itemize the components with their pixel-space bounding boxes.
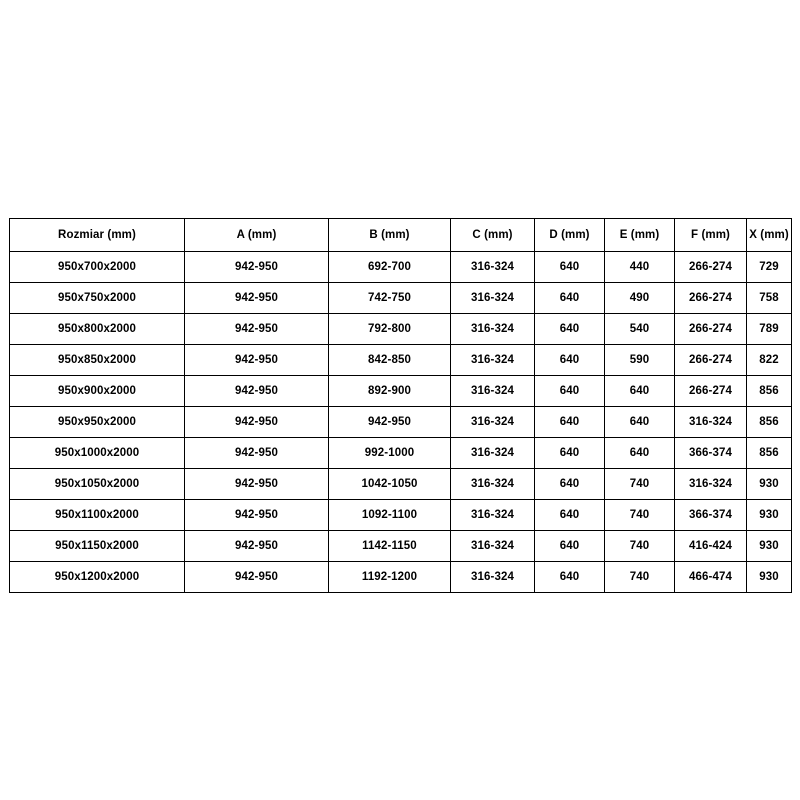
cell-x: 856 [747,407,792,438]
cell-a: 942-950 [185,252,329,283]
cell-x: 822 [747,345,792,376]
cell-b: 692-700 [329,252,451,283]
cell-rozmiar: 950x1050x2000 [10,469,185,500]
table-row [10,345,792,376]
table-row [10,438,792,469]
table-row [10,531,792,562]
cell-rozmiar: 950x750x2000 [10,283,185,314]
table-row [10,407,792,438]
cell-x: 930 [747,500,792,531]
cell-d: 640 [535,469,605,500]
cell-rozmiar: 950x1100x2000 [10,500,185,531]
cell-rozmiar: 950x700x2000 [10,252,185,283]
table-row [10,562,792,593]
column-header-rozmiar: Rozmiar (mm) [10,219,185,252]
cell-x: 930 [747,531,792,562]
cell-x: 930 [747,562,792,593]
cell-c: 316-324 [451,562,535,593]
cell-x: 856 [747,438,792,469]
cell-d: 640 [535,438,605,469]
cell-b: 1142-1150 [329,531,451,562]
cell-a: 942-950 [185,345,329,376]
table-header [10,219,792,252]
table-row [10,469,792,500]
cell-rozmiar: 950x1200x2000 [10,562,185,593]
cell-f: 266-274 [675,314,747,345]
cell-f: 366-374 [675,438,747,469]
cell-e: 740 [605,562,675,593]
cell-f: 316-324 [675,407,747,438]
cell-e: 540 [605,314,675,345]
column-header-b: B (mm) [329,219,451,252]
cell-b: 992-1000 [329,438,451,469]
cell-f: 266-274 [675,283,747,314]
cell-e: 740 [605,469,675,500]
specification-table-container [9,218,791,593]
table-row [10,314,792,345]
cell-d: 640 [535,407,605,438]
cell-a: 942-950 [185,438,329,469]
cell-d: 640 [535,562,605,593]
cell-e: 740 [605,531,675,562]
table-row [10,500,792,531]
cell-e: 640 [605,376,675,407]
cell-c: 316-324 [451,531,535,562]
cell-a: 942-950 [185,531,329,562]
cell-rozmiar: 950x900x2000 [10,376,185,407]
column-header-a: A (mm) [185,219,329,252]
cell-x: 930 [747,469,792,500]
cell-c: 316-324 [451,407,535,438]
cell-d: 640 [535,500,605,531]
cell-a: 942-950 [185,469,329,500]
column-header-x: X (mm) [747,219,792,252]
cell-e: 490 [605,283,675,314]
cell-e: 640 [605,438,675,469]
cell-a: 942-950 [185,314,329,345]
cell-b: 1192-1200 [329,562,451,593]
cell-b: 742-750 [329,283,451,314]
cell-c: 316-324 [451,283,535,314]
cell-f: 466-474 [675,562,747,593]
cell-d: 640 [535,345,605,376]
cell-d: 640 [535,376,605,407]
table-row [10,376,792,407]
cell-f: 416-424 [675,531,747,562]
cell-f: 366-374 [675,500,747,531]
cell-rozmiar: 950x950x2000 [10,407,185,438]
cell-f: 266-274 [675,252,747,283]
cell-rozmiar: 950x1000x2000 [10,438,185,469]
cell-c: 316-324 [451,469,535,500]
cell-a: 942-950 [185,500,329,531]
cell-c: 316-324 [451,345,535,376]
cell-a: 942-950 [185,283,329,314]
cell-b: 892-900 [329,376,451,407]
cell-a: 942-950 [185,407,329,438]
cell-d: 640 [535,283,605,314]
cell-b: 942-950 [329,407,451,438]
table-row [10,252,792,283]
column-header-e: E (mm) [605,219,675,252]
cell-rozmiar: 950x800x2000 [10,314,185,345]
cell-b: 792-800 [329,314,451,345]
cell-f: 266-274 [675,345,747,376]
table-row [10,283,792,314]
cell-b: 1092-1100 [329,500,451,531]
cell-c: 316-324 [451,314,535,345]
cell-x: 856 [747,376,792,407]
cell-b: 842-850 [329,345,451,376]
cell-e: 640 [605,407,675,438]
cell-x: 729 [747,252,792,283]
table-body [10,252,792,593]
cell-rozmiar: 950x850x2000 [10,345,185,376]
cell-a: 942-950 [185,376,329,407]
column-header-d: D (mm) [535,219,605,252]
column-header-f: F (mm) [675,219,747,252]
cell-c: 316-324 [451,252,535,283]
cell-e: 740 [605,500,675,531]
cell-f: 266-274 [675,376,747,407]
cell-c: 316-324 [451,376,535,407]
cell-d: 640 [535,252,605,283]
cell-rozmiar: 950x1150x2000 [10,531,185,562]
cell-c: 316-324 [451,500,535,531]
cell-c: 316-324 [451,438,535,469]
cell-x: 789 [747,314,792,345]
column-header-c: C (mm) [451,219,535,252]
cell-d: 640 [535,314,605,345]
cell-f: 316-324 [675,469,747,500]
table-header-row [10,219,792,252]
cell-a: 942-950 [185,562,329,593]
specification-table [9,218,792,593]
cell-b: 1042-1050 [329,469,451,500]
cell-e: 590 [605,345,675,376]
cell-d: 640 [535,531,605,562]
cell-e: 440 [605,252,675,283]
cell-x: 758 [747,283,792,314]
